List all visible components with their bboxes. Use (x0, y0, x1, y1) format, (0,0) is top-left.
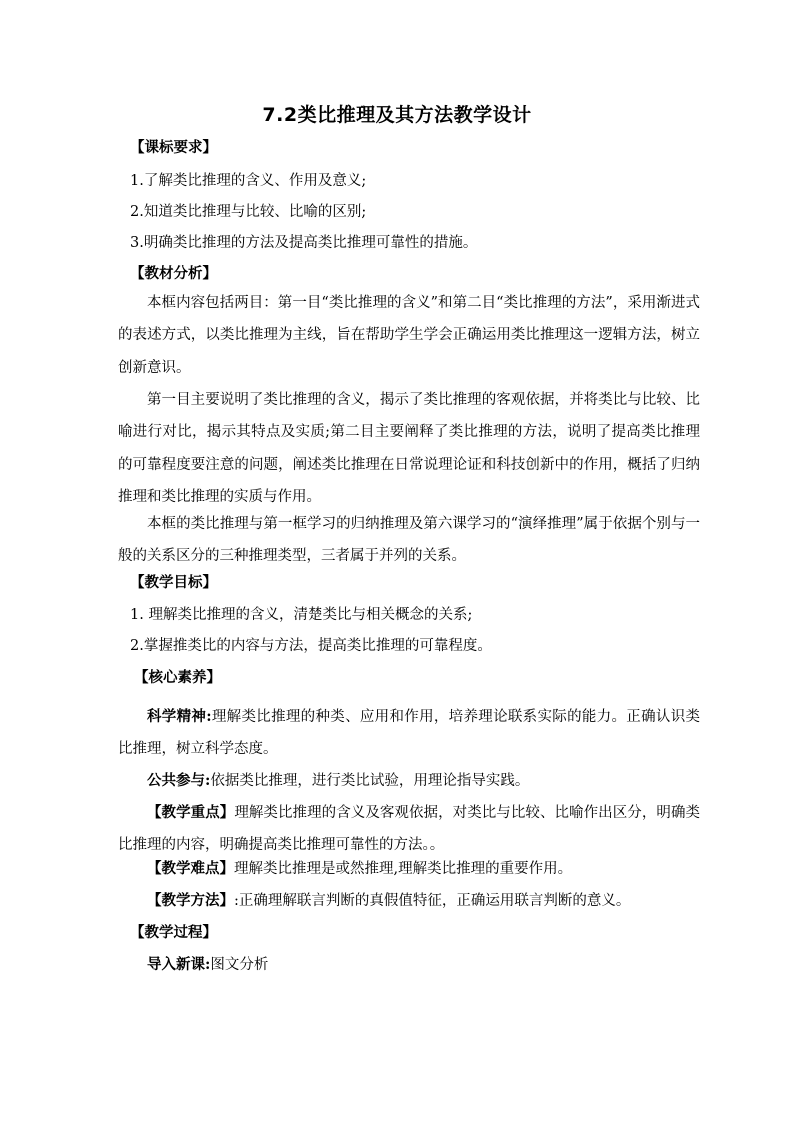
label-zhongdian: 【教学重点】 (147, 804, 235, 821)
label-gonggong: 公共参与: (147, 772, 211, 789)
paragraph-fangfa (118, 885, 700, 917)
label-nandian: 【教学难点】 (147, 860, 234, 877)
text-kexue: 理解类比推理的种类、应用和作用，培养理论联系实际的能力。正确认识类比推理，树立科学态度。 (118, 709, 700, 758)
list-item: 1.了解类比推理的含义、作用及意义; (130, 173, 367, 189)
list-item: 2.掌握推类比的内容与方法，提高类比推理的可靠程度。 (130, 638, 492, 654)
paragraph: 本框内容包括两目：第一目“类比推理的含义”和第二目“类比推理的方法”，采用渐进式的表述方式，以类比推理为主线，旨在帮助学生学会正确运用类比推理这一逻辑方法，树立创新意识。 (118, 295, 700, 376)
text-fangfa: :正确理解联言判断的真假值特征，正确运用联言判断的意义。 (234, 893, 631, 909)
section-heading-kebiao: 【课标要求】 (130, 139, 217, 156)
text-daoru: 图文分析 (210, 957, 269, 973)
label-daoru: 导入新课: (147, 956, 211, 973)
section-heading-guocheng: 【教学过程】 (130, 924, 217, 941)
paragraph: 本框的类比推理与第一框学习的归纳推理及第六课学习的“演绎推理”属于依据个别与一般的关系区分的三种推理类型，三者属于并列的关系。 (118, 516, 700, 565)
paragraph-nandian (118, 853, 700, 885)
paragraph-daoru (118, 949, 700, 981)
list-item: 2.知道类比推理与比较、比喻的区别; (130, 204, 367, 220)
label-kexue: 科学精神: (147, 708, 212, 725)
text-gonggong: 依据类比推理，进行类比试验，用理论指导实践。 (210, 773, 530, 789)
label-fangfa: 【教学方法】 (147, 892, 234, 909)
document-title: 7.2类比推理及其方法教学设计 (262, 104, 532, 126)
list-item: 1. 理解类比推理的含义，清楚类比与相关概念的关系; (130, 607, 473, 623)
text-zhongdian: 理解类比推理的含义及客观依据，对类比与比较、比喻作出区分，明确类比推理的内容，明确提高类比推理可靠性的方法。。 (118, 805, 701, 854)
paragraph-gonggong (118, 765, 700, 797)
text-nandian: 理解类比推理是或然推理,理解类比推理的重要作用。 (234, 861, 573, 877)
section-heading-suyang: 【核心素养】 (134, 669, 221, 686)
section-heading-mubiao: 【教学目标】 (130, 574, 217, 591)
list-item: 3.明确类比推理的方法及提高类比推理可靠性的措施。 (130, 235, 478, 251)
section-heading-jiaocai: 【教材分析】 (130, 265, 217, 282)
paragraph-kexue (118, 701, 700, 766)
paragraph: 第一目主要说明了类比推理的含义，揭示了类比推理的客观依据，并将类比与比较、比喻进行对比，揭示其特点及实质;第二目主要阐释了类比推理的方法，说明了提高类比推理的可靠程度要注意的问题，阐述类比推理在日常说理论证和科技创新中的作用，概括了归纳推理和类比推理的实质与作用。 (118, 392, 700, 506)
